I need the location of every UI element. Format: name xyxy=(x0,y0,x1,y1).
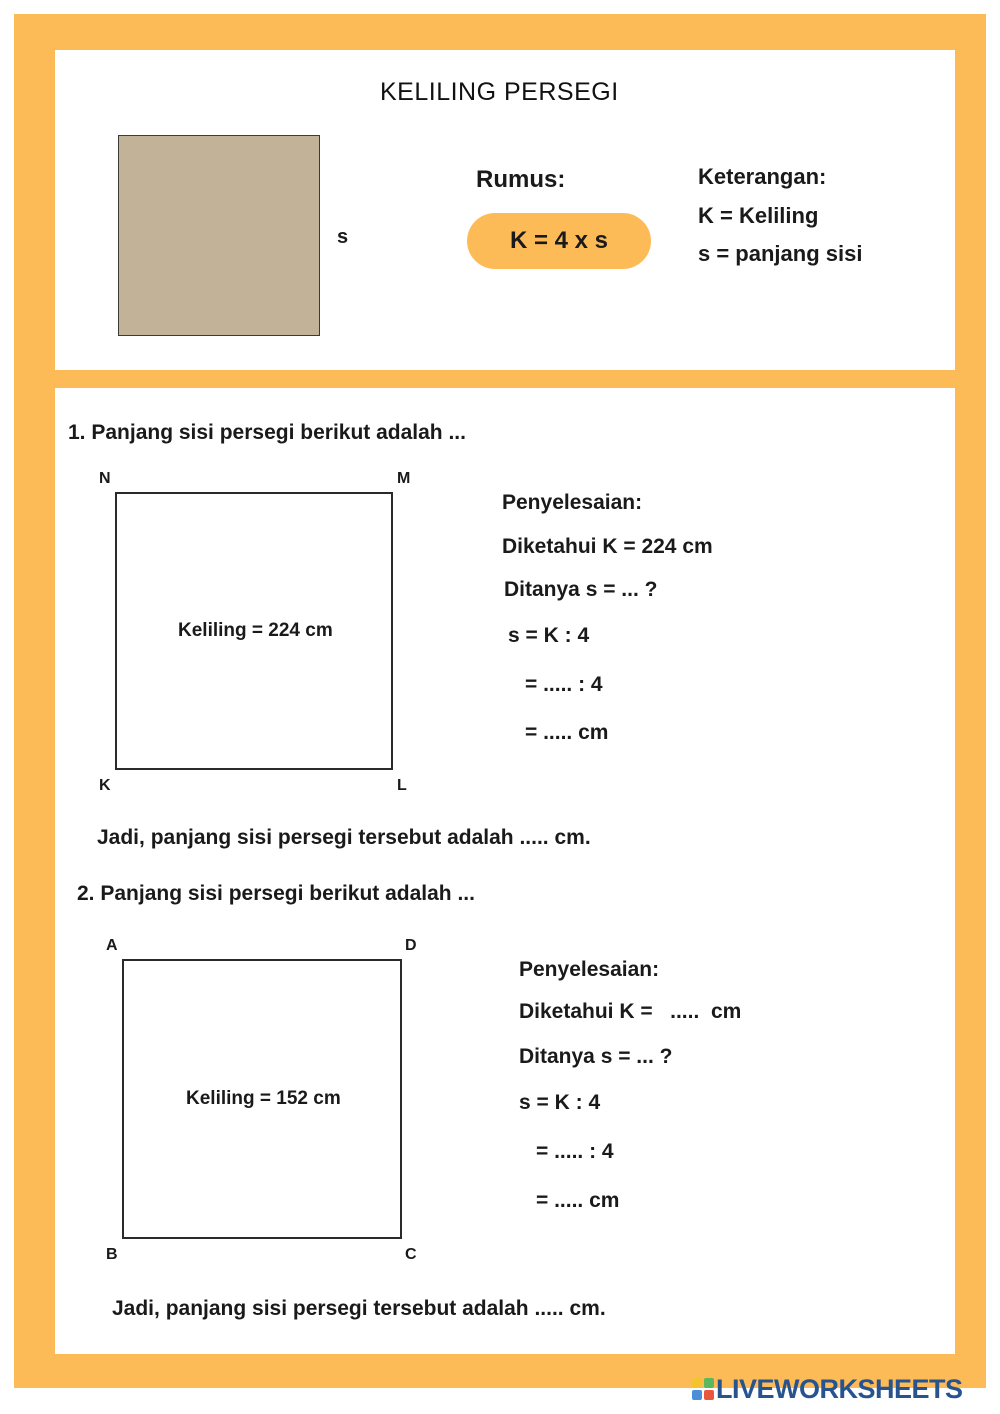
keterangan-item: K = Keliling xyxy=(698,203,819,228)
rumus-label: Rumus: xyxy=(476,166,566,193)
vertex-label: C xyxy=(405,1246,417,1263)
solution-line: Ditanya s = ... ? xyxy=(504,578,658,601)
keterangan-label: Keterangan: xyxy=(698,164,827,189)
perimeter-label: Keliling = 152 cm xyxy=(186,1088,341,1109)
keterangan-item: s = panjang sisi xyxy=(698,241,863,266)
vertex-label: D xyxy=(405,937,417,954)
brand-text: LIVEWORKSHEETS xyxy=(716,1373,963,1404)
page-title: KELILING PERSEGI xyxy=(380,78,619,106)
solution-heading: Penyelesaian: xyxy=(502,491,643,514)
question-2-heading: 2. Panjang sisi persegi berikut adalah ... xyxy=(77,882,475,905)
question-2-conclusion: Jadi, panjang sisi persegi tersebut adalah ..... cm. xyxy=(112,1297,606,1320)
side-label: s xyxy=(337,226,349,248)
square-illustration xyxy=(118,135,320,336)
vertex-label: A xyxy=(106,937,118,954)
vertex-label: K xyxy=(99,777,111,794)
vertex-label: M xyxy=(397,470,411,487)
formula-pill xyxy=(467,213,651,269)
vertex-label: L xyxy=(397,777,407,794)
solution-line: s = K : 4 xyxy=(519,1091,601,1114)
formula-text: K = 4 x s xyxy=(509,227,609,254)
vertex-label: B xyxy=(106,1246,118,1263)
solution-heading: Penyelesaian: xyxy=(519,958,660,981)
solution-line: = ..... : 4 xyxy=(536,1140,614,1163)
solution-line: s = K : 4 xyxy=(508,624,590,647)
solution-line: = ..... : 4 xyxy=(525,673,603,696)
solution-line: Ditanya s = ... ? xyxy=(519,1045,673,1068)
solution-line: Diketahui K = 224 cm xyxy=(502,535,713,558)
logo-icon xyxy=(692,1378,714,1400)
solution-line: = ..... cm xyxy=(536,1189,620,1212)
solution-line: = ..... cm xyxy=(525,721,609,744)
question-1-heading: 1. Panjang sisi persegi berikut adalah ... xyxy=(68,421,466,444)
question-1-conclusion: Jadi, panjang sisi persegi tersebut adalah ..... cm. xyxy=(97,826,591,849)
vertex-label: N xyxy=(99,470,111,487)
solution-line: Diketahui K = ..... cm xyxy=(519,1000,742,1023)
liveworksheets-logo xyxy=(692,1374,963,1404)
perimeter-label: Keliling = 224 cm xyxy=(178,620,333,641)
